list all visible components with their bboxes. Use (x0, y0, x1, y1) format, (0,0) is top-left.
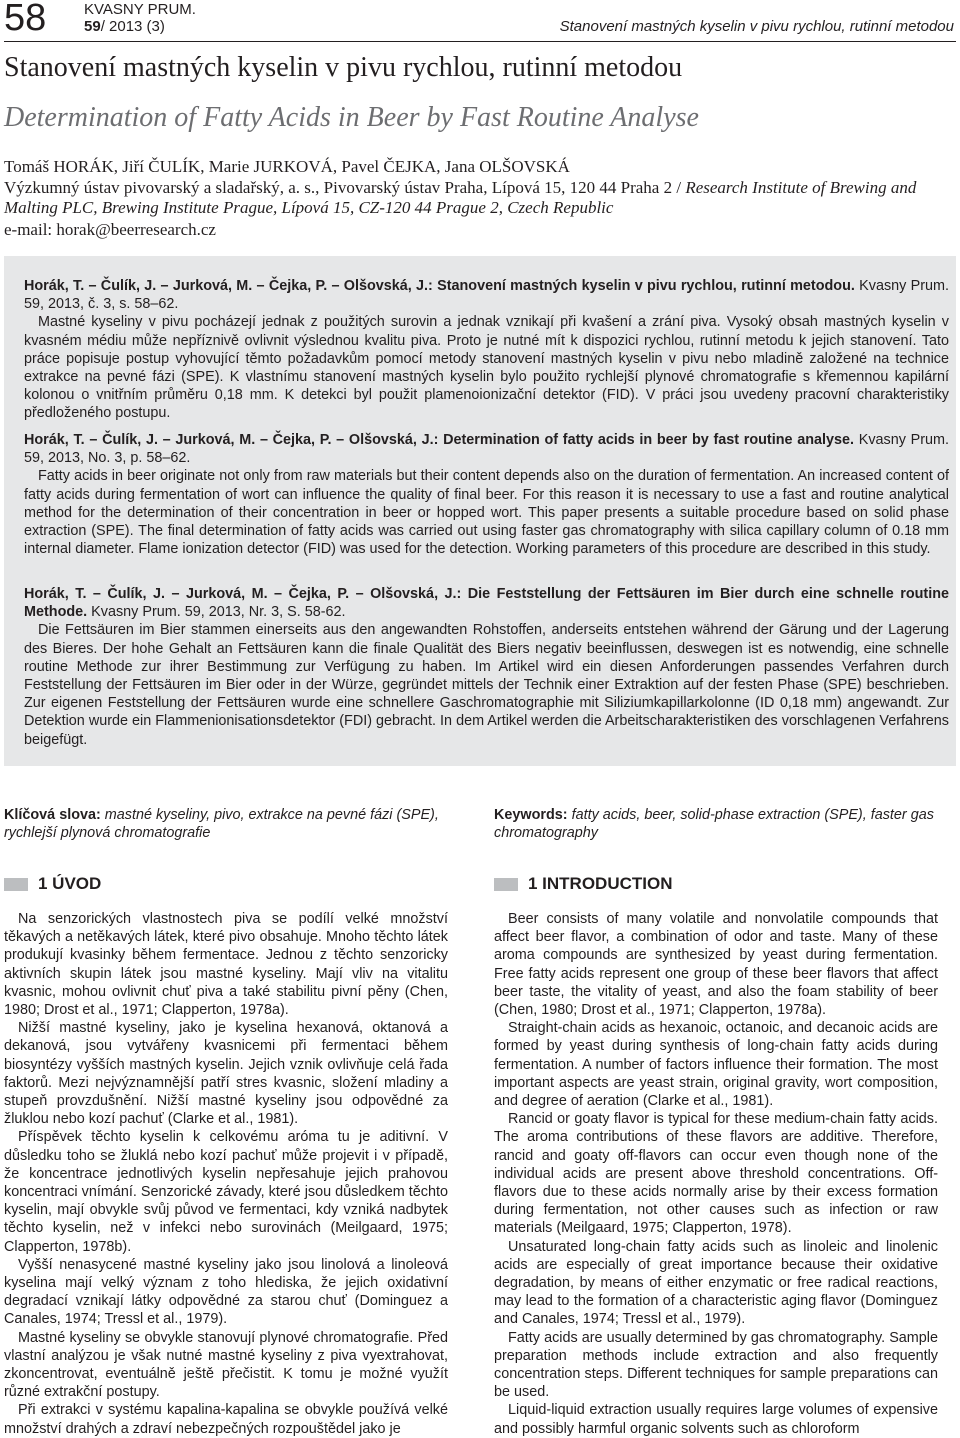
section-heading-en-text: 1 INTRODUCTION (528, 874, 673, 893)
page-number: 58 (4, 0, 47, 39)
paragraph: Liquid-liquid extraction usually requires large volumes of expensive and possibly harmful organic solvents such as chloroform (494, 1402, 938, 1437)
journal-issue (84, 18, 165, 35)
affiliation-en: Research Institute of Brewing and Malting PLC, Brewing Institute Prague, Lípová 15, CZ-120 44 Prague 2, Czech Republic (4, 178, 917, 217)
paragraph: Vyšší nenasycené mastné kyseliny jako jsou linolová a linoleová kyselina mají velký význam z toho hlediska, že jejich oxidativní degradací vznikají látky odpovědné za starou chuť (Dominguez a Canales, 1974; Tressl et al., 1979). (4, 1256, 448, 1328)
header-rule (4, 41, 956, 42)
paragraph: Mastné kyseliny se obvykle stanovují plynové chromatografie. Před vlastní analýzou je však nutné mastné kyseliny z piva vyextrahovat, zkoncentrovat, eventuálně ještě přečistit. K tomu je možné využít různé extrakční postupy. (4, 1329, 448, 1401)
abstract-box (4, 256, 956, 766)
body-column-en (494, 910, 938, 1438)
author-list: Tomáš HORÁK, Jiří ČULÍK, Marie JURKOVÁ, Pavel ČEJKA, Jana OLŠOVSKÁ (4, 157, 570, 176)
abstract-en (24, 431, 949, 558)
journal-issue-rest: / 2013 (3) (100, 18, 165, 35)
abstract-cz-citation: Horák, T. – Čulík, J. – Jurková, M. – Čejka, P. – Olšovská, J.: Stanovení mastných kyselin v pivu rychlou, rutinní metodou. (24, 278, 855, 294)
paragraph: Beer consists of many volatile and nonvolatile compounds that affect beer flavor, a combination of odor and taste. Many of these aroma compounds are synthesized by yeast during fermentation. Free fatty acids represent one group of these beer flavors that affect beer taste, the vitality of yeast, and also the foam stability of beer (Chen, 1980; Drost et al., 1971; Clapperton, 1978a). (494, 911, 938, 1019)
affiliation-cz: Výzkumný ústav pivovarský a sladařský, a. s., Pivovarský ústav Praha, Lípová 15, 120 44 Praha 2 / (4, 178, 686, 197)
page-header (0, 0, 960, 40)
contact-email[interactable]: e-mail: horak@beerresearch.cz (4, 220, 216, 239)
affiliation (4, 178, 954, 218)
abstract-cz-source: Kvasny Prum. 59, 2013, č. 3, s. 58–62. (24, 278, 949, 313)
journal-volume: 59 (84, 18, 101, 35)
keywords-en-label: Keywords: (494, 807, 568, 823)
abstract-de (24, 585, 949, 749)
abstract-en-text: Fatty acids in beer originate not only from raw materials but their content depends also on the duration of fermentation. An increased content of fatty acids during fermentation of wort can influence the quality of final beer. For this reason it is necessary to use a fast and routine analytical method for the determination of their concentration in beer or hopped wort. This paper presents a suitable procedure based on solid phase extraction (SPE). The final determination of fatty acids was carried out using faster gas chromatography with silica capillary column of 0.18 mm internal diameter. Flame ionization detector (FID) was used for the detection. Working parameters of this procedure are described in this study. (24, 468, 949, 558)
keywords-cz-text: mastné kyseliny, pivo, extrakce na pevné fázi (SPE), rychlejší plynová chromatografie (4, 807, 439, 842)
section-marker (4, 878, 28, 891)
keywords-en (494, 806, 944, 842)
section-marker (494, 878, 518, 891)
body-column-cz (4, 910, 448, 1438)
abstract-cz-text: Mastné kyseliny v pivu pocházejí jednak z použitých surovin a jednak vznikají při kvašení a zrání piva. Vysoký obsah mastných kyselin v kvasném médiu může nepříznivě ovlivnit výslednou kvalitu piva. Proto je nutné mít k dispozici rychlou, rutinní metodu k jejich stanovení. Tato práce popisuje postup vyhovující těmto požadavkům pomocí metody stanovení mastných kyselin v pivu nebo mladině založené na technice extrakce na pevné fázi (SPE). K vlastnímu stanovení mastných kyselin bylo použito rychlejší plynové chromatografie s křemennou kapilární kolonou o vnitřním průměru 0,18 mm. K detekci byl použit plamenoionizační detektor (FID). V práci jsou uvedeny pracovní charakteristiky předloženého postupu. (24, 314, 949, 422)
section-heading-cz-text: 1 ÚVOD (38, 874, 102, 893)
abstract-de-source: Kvasny Prum. 59, 2013, Nr. 3, S. 58-62. (87, 604, 346, 621)
section-heading-cz (4, 874, 101, 894)
article-title-cz: Stanovení mastných kyselin v pivu rychlou, rutinní metodou (4, 52, 683, 83)
paragraph: Při extrakci v systému kapalina-kapalina se obvykle používá velké množství drahých a zdraví nebezpečných rozpouštědel jako je (4, 1402, 448, 1437)
abstract-en-citation: Horák, T. – Čulík, J. – Jurková, M. – Čejka, P. – Olšovská, J.: Determination of fatty acids in beer by fast routine analyse. (24, 432, 855, 448)
paragraph: Příspěvek těchto kyselin k celkovému aróma tu je aditivní. V důsledku toho se žluklá nebo kozí pachuť může projevit i v případě, že koncentrace jednotlivých kyselin nepřesahuje jejich prahovou koncentraci vnímání. Senzorické závady, které jsou důsledkem těchto kyselin, mají obvykle svůj původ ve fermentaci, kdy vzniká nadbytek těchto kyselin, než v infekci nebo surovinách (Meilgaard, 1975; Clapperton, 1978b). (4, 1129, 448, 1255)
abstract-en-source: Kvasny Prum. 59, 2013, No. 3, p. 58–62. (24, 432, 949, 467)
section-heading-en (494, 874, 673, 894)
paragraph: Unsaturated long-chain fatty acids such as linoleic and linolenic acids are especially of great importance because their oxidative degradation, by means of either enzymatic or free radical reactions, may lead to the formation of a characteristic aging flavor (Dominguez and Canales, 1974; Tressl et al., 1979). (494, 1238, 938, 1328)
paragraph: Nižší mastné kyseliny, jako je kyselina hexanová, oktanová a dekanová, jsou vytvářeny kvasnicemi při fermentaci během biosyntézy vyšších mastných kyselin. Jejich vznik ovlivňuje celá řada faktorů. Mezi nejvýznamnější patří stres kvasnic, složení mladiny a stupeň provzdušnění. Nižší mastné kyseliny jsou odpovědné za žluklou nebo kozí pachuť (Clarke et al., 1981). (4, 1020, 448, 1128)
paragraph: Fatty acids are usually determined by gas chromatography. Sample preparation methods include extraction and also frequently concentration steps. Different techniques for sample preparations can be used. (494, 1329, 938, 1401)
paragraph: Straight-chain acids as hexanoic, octanoic, and decanoic acids are formed by yeast during synthesis of long-chain fatty acids during fermentation. A number of factors influence their formation. The most important aspects are yeast strain, original gravity, wort composition, and degree of aeration (Clarke et al., 1981). (494, 1020, 938, 1110)
keywords-en-text: fatty acids, beer, solid-phase extraction (SPE), faster gas chromatography (494, 807, 934, 842)
article-title-en: Determination of Fatty Acids in Beer by Fast Routine Analyse (4, 102, 699, 133)
abstract-de-citation: Horák, T. – Čulík, J. – Jurková, M. – Čejka, P. – Olšovská, J.: Die Feststellung der Fettsäuren im Bier durch eine schnelle routine Methode. (24, 586, 949, 621)
abstract-cz (24, 277, 949, 423)
keywords-cz (4, 806, 454, 842)
paragraph: Rancid or goaty flavor is typical for these medium-chain fatty acids. The aroma contributions of these flavors are additive. Therefore, rancid and goaty off-flavors can occur even though none of the individual acids are present above threshold concentrations. Off-flavors due to these acids normally arise by their excess formation during fermentation, not other causes such as infection or raw materials (Meilgaard, 1975; Clapperton, 1978). (494, 1111, 938, 1237)
paragraph: Na senzorických vlastnostech piva se podílí velké množství těkavých a netěkavých látek, které pivo obsahuje. Mnoho těchto látek produkují kvasinky během fermentace. Jednou z těchto senzoricky aktivních skupin látek jsou mastné kyseliny. Mají vliv na vitalitu kvasnic, mohou ovlivnit chuť piva a také stabilitu pivní pěny (Chen, 1980; Drost et al., 1971; Clapperton, 1978a). (4, 911, 448, 1019)
keywords-cz-label: Klíčová slova: (4, 807, 101, 823)
abstract-de-text: Die Fettsäuren im Bier stammen einerseits aus den angewandten Rohstoffen, anderseits entstehen während der Gärung und der Lagerung des Bieres. Der hohe Gehalt an Fettsäuren kann die finale Qualität des Biers negativ beeinflussen, deswegen ist es notwendig, eine schnelle routine Methode zur ihrer Bestimmung zur Verfügung zu haben. Im Artikel wird ein diesen Anforderungen passendes Verfahren durch Feststellung der Fettsäuren im Bier oder in der Würze, gegründet mittels der Technik einer Extraktion auf der festen Phase (SPE) beschrieben. Zur eigenen Feststellung der Fettsäuren wurde eine schnellere Gaschromatographie mit Siliziumkapillarkolonne (ID 0,18 mm) angewandt. Zur Detektion wurde ein Flammenionisationsdetektor (FDI) gebracht. In dem Artikel werden die Arbeitscharakteristiken des vorschlagenen Verfahrens beigefügt. (24, 622, 949, 748)
journal-name: KVASNY PRUM. (84, 1, 196, 18)
running-title: Stanovení mastných kyselin v pivu rychlou, rutinní metodou (559, 18, 954, 35)
